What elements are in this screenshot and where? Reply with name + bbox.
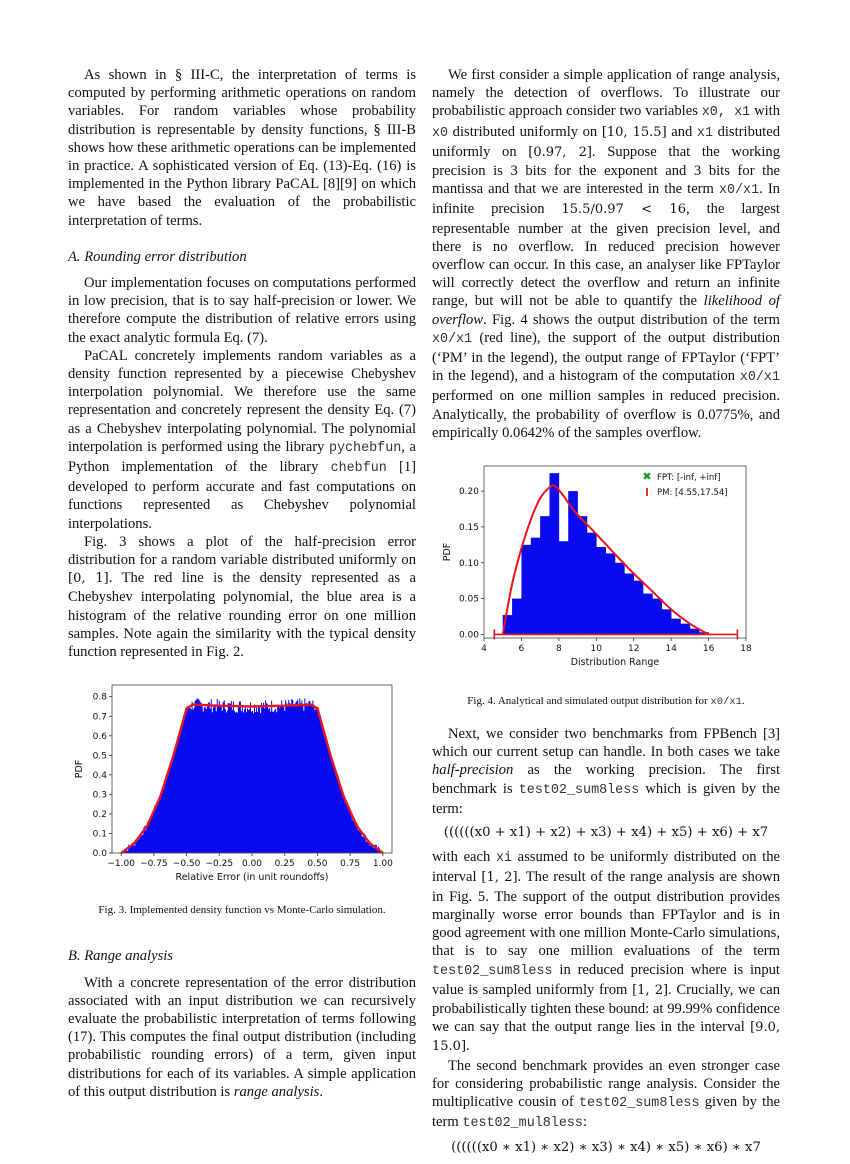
fig4-ytick-label: 0.20 bbox=[458, 487, 479, 498]
figure-4 bbox=[432, 462, 780, 670]
right-column bbox=[432, 66, 780, 1164]
fig3-ytick-label: 0.8 bbox=[92, 693, 107, 704]
right-paragraph-3: with each xi assumed to be uniformly distributed on the interval [1, 2]. The result of the range analysis are shown in Fig. 5. The support of the output distribution provides marginally worse error bounds than FPTaylor and is in good agreement with one million Monte-Carlo simulations, that is to say one million evaluations of the term test02_sum8less in reduced precision where is input value is sampled uniformly from [1, 2]. Crucially, we can probabilistically tighten these bound: at 99.99% confidence we can say that the output range lies in the interval [9.0, 15.0]. bbox=[432, 849, 781, 1055]
fig4-hist-bar bbox=[596, 547, 606, 634]
fig4-ytick-label: 0.00 bbox=[458, 630, 479, 641]
left-paragraph-4: Fig. 3 shows a plot of the half-precision error distribution for a random variable distributed uniformly on [0, 1]. The red line is the density represented as a Chebyshev interpolating polynomial, the blue area is a histogram of the relative rounding error on one million samples. Note again the similarity with the typical density function represented in Fig. 2. bbox=[68, 533, 416, 661]
fig4-hist-bar bbox=[512, 599, 522, 635]
fig3-xtick-label: 0.00 bbox=[241, 859, 263, 870]
fig4-xtick-label: 4 bbox=[481, 644, 487, 655]
code-pychebfun: pychebfun bbox=[328, 440, 402, 456]
code-chebfun: chebfun bbox=[330, 461, 387, 477]
fig3-ytick-label: 0.2 bbox=[92, 810, 107, 821]
fig4-xtick-label: 6 bbox=[518, 644, 525, 655]
fig3-xtick-label: 0.75 bbox=[340, 859, 361, 870]
fig4-ytick-label: 0.15 bbox=[458, 522, 479, 533]
fig3-ytick-label: 0.7 bbox=[92, 712, 107, 723]
fig4-hist-bar bbox=[643, 594, 653, 635]
fig4-xtick-label: 12 bbox=[627, 644, 640, 655]
fig4-hist-bar bbox=[681, 624, 691, 635]
fig3-xtick-label: −1.00 bbox=[107, 859, 135, 870]
fig3-ylabel: PDF bbox=[74, 760, 85, 779]
figure-3-caption: Fig. 3. Implemented density function vs Monte-Carlo simulation. bbox=[98, 904, 386, 917]
fig3-xtick-label: −0.50 bbox=[172, 859, 201, 870]
fig4-ytick-label: 0.05 bbox=[458, 594, 479, 605]
fig4-ylabel: PDF bbox=[442, 542, 453, 562]
fig3-ytick-label: 0.5 bbox=[92, 751, 107, 762]
fig4-xtick-label: 8 bbox=[555, 644, 562, 655]
figure-3-chart bbox=[68, 677, 416, 889]
fig4-hist-bar bbox=[540, 516, 550, 634]
fig4-hist-bar bbox=[521, 545, 531, 635]
fig4-hist-bar bbox=[578, 516, 588, 634]
fig4-hist-bar bbox=[531, 538, 541, 635]
fig4-legend-fpt-marker: ✖ bbox=[642, 470, 652, 484]
fig4-xtick-label: 10 bbox=[590, 644, 603, 655]
fig3-xlabel: Relative Error (in unit roundoffs) bbox=[175, 872, 329, 884]
equation-mul8: ((((((x0 ∗ x1) ∗ x2) ∗ x3) ∗ x4) ∗ x5) ∗ x6) ∗ x7 bbox=[451, 1140, 761, 1156]
fig4-xtick-label: 18 bbox=[740, 644, 752, 655]
fig4-ytick-label: 0.10 bbox=[458, 558, 479, 569]
left-paragraph-5: With a concrete representation of the error distribution associated with an input distribution we can recursively evaluate the probabilistic interpretation of terms following (17). This computes the final output distribution (including probabilistic rounding errors) of a term, given input distributions for each of its variables. A simple application of this output distribution is range analysis. bbox=[68, 974, 416, 1100]
fig4-hist-bar bbox=[587, 533, 597, 635]
fig4-hist-bar bbox=[550, 473, 560, 634]
figure-4-caption: Fig. 4. Analytical and simulated output distribution for x0/x1. bbox=[467, 695, 745, 709]
fig4-xlabel: Distribution Range bbox=[570, 657, 660, 669]
fig4-xtick-label: 14 bbox=[665, 644, 677, 655]
section-heading-b: B. Range analysis bbox=[68, 948, 173, 965]
left-column bbox=[68, 66, 416, 1101]
fig3-xtick-label: 1.00 bbox=[372, 859, 393, 870]
fig3-histogram bbox=[121, 699, 383, 854]
fig4-hist-bar bbox=[559, 541, 569, 634]
equation-sum8: ((((((x0 + x1) + x2) + x3) + x4) + x5) + x6) + x7 bbox=[443, 825, 769, 841]
fig3-xtick-label: 0.50 bbox=[307, 859, 328, 870]
fig3-xtick-label: −0.75 bbox=[140, 859, 168, 870]
section-heading-a: A. Rounding error distribution bbox=[68, 248, 247, 265]
fig3-ytick-label: 0.3 bbox=[92, 790, 107, 801]
fig3-ytick-label: 0.1 bbox=[92, 829, 107, 840]
fig4-xtick-label: 16 bbox=[702, 644, 715, 655]
fig4-hist-bar bbox=[671, 619, 681, 635]
left-paragraph-1: As shown in § III-C, the interpretation of terms is computed by performing arithmetic operations on random variables. For random variables whose probability distribution is representable by density functions, § III-B shows how these arithmetic operations can be implemented in practice. A sophisticated version of Eq. (13)-Eq. (16) is implemented in the Python library PaCAL [8][9] on which we have based the evaluation of the probabilistic interpretation of terms. bbox=[68, 67, 416, 229]
fig4-legend-pm: PM: [4.55,17.54] bbox=[657, 488, 728, 499]
fig3-ytick-label: 0.0 bbox=[92, 849, 107, 860]
fig3-ytick-label: 0.6 bbox=[92, 732, 107, 743]
figure-3 bbox=[68, 677, 416, 889]
right-paragraph-1: We first consider a simple application of range analysis, namely the detection of overflows. To illustrate our probabilistic approach consider two variables x0, x1 with x0 distributed uniformly on [10, 15.5] and x1 distributed uniformly on [0.97, 2]. Suppose that the working precision is 3 bits for the exponent and 3 bits for the mantissa and that we are interested in the term x0/x1. In infinite precision 15.5/0.97 < 16, the largest representable number at the given precision level, and there is no overflow. In reduced precision however overflow can occur. In this case, an analyser like FPTaylor will correctly detect the overflow and return an infinite range, but will not be able to quantify the likelihood of overflow. Fig. 4 shows the output distribution of the term x0/x1 (red line), the support of the output distribution (‘PM’ in the legend), the output range of FPTaylor (‘FPT’ in the legend), and a histogram of the computation x0/x1 performed on one million samples in reduced precision. Analytically, the probability of overflow is 0.0775%, and empirically 0.0642% of the samples overflow. bbox=[432, 67, 781, 441]
fig4-hist-bar bbox=[606, 553, 616, 634]
fig3-ytick-label: 0.4 bbox=[92, 771, 107, 782]
fig4-hist-bar bbox=[652, 599, 662, 635]
figure-4-chart bbox=[432, 462, 780, 670]
fig3-xtick-label: −0.25 bbox=[205, 859, 234, 870]
left-paragraph-2: Our implementation focuses on computations performed in low precision, that is to say half-precision or lower. We therefore compute the distribution of relative errors using the exact analytic formula Eq. (7). bbox=[68, 275, 416, 346]
right-paragraph-4: The second benchmark provides an even stronger case for considering probabilistic range analysis. Consider the multiplicative cousin of test02_sum8less given by the term test02_mul8less: bbox=[432, 1057, 781, 1132]
left-paragraph-3: PaCAL concretely implements random variables as a density function represented by a piecewise Chebyshev interpolation polynomial. We therefore use the same representation and concretely represent the density Eq. (7) as a Chebyshev interpolating polynomial. The polynomial interpolation is performed using the library pychebfun, a Python implementation of the library chebfun [1] developed to perform accurate and fast computations on functions represented as Chebyshev polynomial interpolations. bbox=[68, 347, 416, 532]
right-paragraph-2: Next, we consider two benchmarks from FPBench [3] which our current setup can handle. In both cases we take half-precision as the working precision. The first benchmark is test02_sum8less which is given by the term: bbox=[432, 726, 780, 817]
fig4-hist-bar bbox=[624, 574, 634, 635]
fig4-hist-bar bbox=[615, 563, 625, 635]
fig3-xtick-label: 0.25 bbox=[274, 859, 295, 870]
fig4-hist-bar bbox=[662, 609, 672, 634]
fig4-legend-fpt: FPT: [-inf, +inf] bbox=[657, 473, 721, 484]
fig4-hist-bar bbox=[634, 581, 644, 635]
